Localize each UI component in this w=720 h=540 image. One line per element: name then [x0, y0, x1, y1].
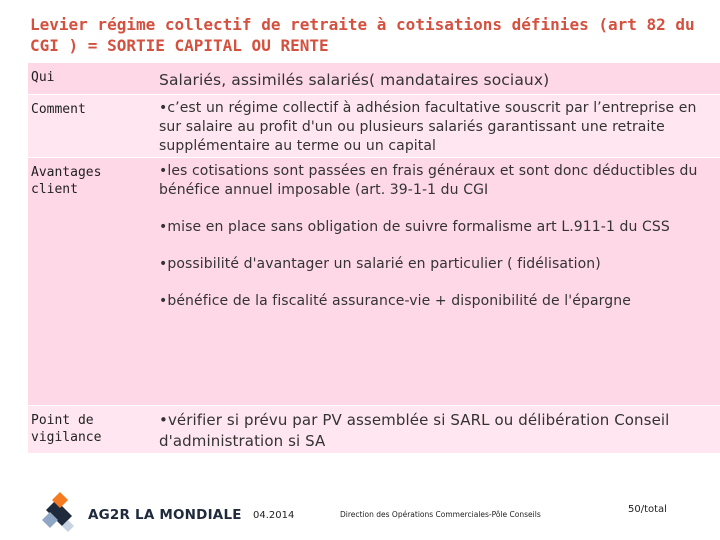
row-content: •c’est un régime collectif à adhésion facultative souscrit par l’entreprise en sur salaire au profit d'un ou plusieurs salariés garantissant une retraite supplémentaire au terme ou un capital — [159, 100, 697, 154]
table-row-avantages — [28, 158, 720, 406]
footer-date: 04.2014 — [253, 510, 295, 521]
bullet-item: •les cotisations sont passées en frais généraux et sont donc déductibles du bénéfice annuel imposable (art. 39-1-1 du CGI — [159, 163, 698, 198]
title-line-1: Levier régime collectif de retraite à cotisations définies (art 82 du — [30, 15, 695, 34]
row-label: Comment — [31, 102, 86, 117]
logo-text: AG2R LA MONDIALE — [88, 507, 242, 523]
table-row-qui — [28, 63, 720, 95]
ag2r-logo-icon — [42, 490, 86, 538]
row-label: Point de vigilance — [31, 413, 102, 445]
row-content: •vérifier si prévu par PV assemblée si SARL ou délibération Conseil d'administration si SA — [159, 411, 670, 450]
page-number: 50/total — [628, 504, 667, 515]
slide-title — [30, 14, 710, 56]
table-row-vigilance — [28, 406, 720, 454]
bullet-item: •mise en place sans obligation de suivre formalisme art L.911-1 du CSS — [159, 219, 670, 235]
footer-direction: Direction des Opérations Commerciales-Pôle Conseils — [340, 510, 541, 519]
row-content — [143, 158, 720, 405]
bullet-item: •bénéfice de la fiscalité assurance-vie + disponibilité de l'épargne — [159, 293, 631, 309]
row-label: Avantages client — [31, 165, 102, 197]
row-label: Qui — [31, 70, 55, 85]
info-table — [28, 63, 720, 454]
footer — [0, 480, 720, 540]
table-row-comment — [28, 95, 720, 158]
bullet-item: •possibilité d'avantager un salarié en particulier ( fidélisation) — [159, 256, 601, 272]
row-content: Salariés, assimilés salariés( mandataires sociaux) — [159, 71, 550, 89]
title-line-2: CGI ) = SORTIE CAPITAL OU RENTE — [30, 36, 329, 55]
